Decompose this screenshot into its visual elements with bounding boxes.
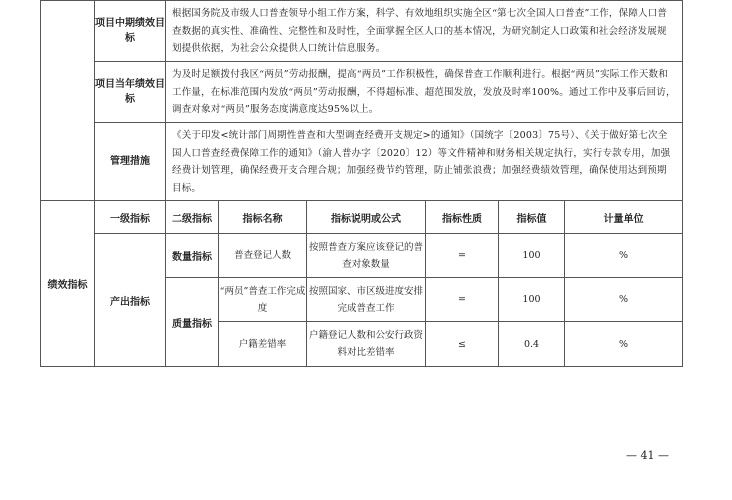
header-description: 指标说明或公式 xyxy=(307,201,426,234)
table-row-desc: 户籍登记人数和公安行政资料对比差错率 xyxy=(307,322,426,367)
table-row-value: 100 xyxy=(499,234,565,278)
management-measures-text: 《关于印发<统计部门周期性普查和大型调查经费开支规定>的通知》（国统字〔2003〕75号）、《关于做好第七次全国人口普查经费保障工作的通知》（渝人普办字〔2020〕12）等文件精神和财务相关规定执行，实行专款专用，加强经费计划管理，确保经费开支合理合规；加强经费节约管理，防止铺张浪费；加强经费绩效管理，确保使用达到预期目标。 xyxy=(166,123,683,201)
table-row-desc: 按照国家、市区级进度安排完成普查工作 xyxy=(307,278,426,322)
table-row-unit: % xyxy=(565,234,683,278)
table-row-name: 户籍差错率 xyxy=(219,322,307,367)
header-level2: 二级指标 xyxy=(166,201,219,234)
table-row-value: 100 xyxy=(499,278,565,322)
annual-goal-text: 为及时足额拨付我区“两员”劳动报酬，提高“两员”工作积极性，确保普查工作顺利进行。根据“两员”实际工作天数和工作量，在标准范围内发放“两员”劳动报酬，不得超标准、超范围发放，发放及时率100%。通过工作中及事后回访，调查对象对“两员”服务态度满意度达95%以上。 xyxy=(166,62,683,123)
page-number: — 41 — xyxy=(626,449,669,462)
table-row-value: 0.4 xyxy=(499,322,565,367)
header-level1: 一级指标 xyxy=(95,201,166,234)
table-row-unit: % xyxy=(565,322,683,367)
left-blank-cell xyxy=(41,1,95,201)
table-row-nature: ≤ xyxy=(426,322,499,367)
header-name: 指标名称 xyxy=(219,201,307,234)
performance-indicators-label: 绩效指标 xyxy=(41,201,95,367)
management-measures-label: 管理措施 xyxy=(95,123,166,201)
quality-indicator-label: 质量指标 xyxy=(166,278,219,367)
header-value: 指标值 xyxy=(499,201,565,234)
performance-table xyxy=(40,0,683,367)
header-unit: 计量单位 xyxy=(565,201,683,234)
annual-goal-label: 项目当年绩效目标 xyxy=(95,62,166,123)
table-row-unit: % xyxy=(565,278,683,322)
quantity-indicator-label: 数量指标 xyxy=(166,234,219,278)
table-row-name: “两员”普查工作完成度 xyxy=(219,278,307,322)
table-row-desc: 按照普查方案应该登记的普查对象数量 xyxy=(307,234,426,278)
midterm-goal-label: 项目中期绩效目标 xyxy=(95,1,166,62)
midterm-goal-text: 根据国务院及市级人口普查领导小组工作方案，科学、有效地组织实施全区“第七次全国人口普查”工作，保障人口普查数据的真实性、准确性、完整性和及时性，全面掌握全区人口的基本情况，为研究制定人口政策和社会经济发展规划提供依据，为社会公众提供人口统计信息服务。 xyxy=(166,1,683,62)
table-row-nature: = xyxy=(426,234,499,278)
header-nature: 指标性质 xyxy=(426,201,499,234)
table-row-nature: = xyxy=(426,278,499,322)
table-row-name: 普查登记人数 xyxy=(219,234,307,278)
output-indicator-label: 产出指标 xyxy=(95,234,166,367)
